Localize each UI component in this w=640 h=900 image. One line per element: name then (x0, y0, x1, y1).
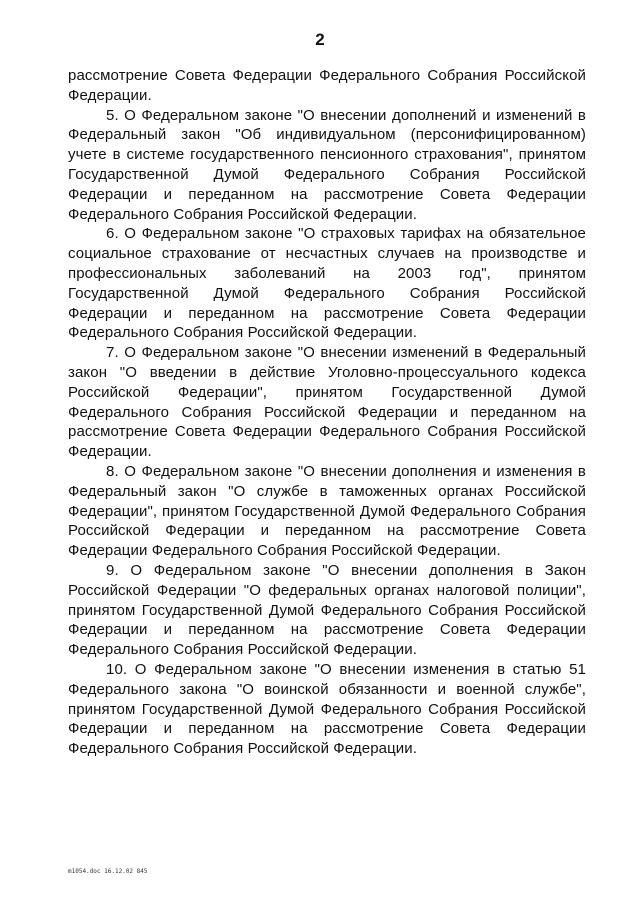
paragraph-item-7: 7. О Федеральном законе "О внесении изменений в Федеральный закон "О введении в действие Уголовно-процессуального кодекса Российской Федерации", принятом Государственной Думой Федерального Собрания Российской Федерации и переданном на рассмотрение Совета Федерации Федерального Собрания Российской Федерации. (68, 344, 586, 461)
paragraph-item-8: 8. О Федеральном законе "О внесении дополнения и изменения в Федеральный закон "О службе в таможенных органах Российской Федерации", принятом Государственной Думой Федерального Собрания Российской Федерации и переданном на рассмотрение Совета Федерации Федерального Собрания Российской Федерации. (68, 462, 586, 560)
file-reference-footer: m1054.doc 16.12.02 845 (68, 868, 148, 875)
paragraph-item-9: 9. О Федеральном законе "О внесении дополнения в Закон Российской Федерации "О федеральных органах налоговой полиции", принятом Государственной Думой Федерального Собрания Российской Федерации и переданном на рассмотрение Совета Федерации Федерального Собрания Российской Федерации. (68, 561, 586, 659)
paragraph-item-10: 10. О Федеральном законе "О внесении изменения в статью 51 Федерального закона "О воинской обязанности и военной службе", принятом Государственной Думой Федерального Собрания Российской Федерации и переданном на рассмотрение Совета Федерации Федерального Собрания Российской Федерации. (68, 660, 586, 758)
page-number: 2 (315, 30, 325, 49)
paragraph-item-5: 5. О Федеральном законе "О внесении дополнений и изменений в Федеральный закон "Об индивидуальном (персонифицированном) учете в системе государственного пенсионного страхования", принятом Государственной Думой Федерального Собрания Российской Федерации и переданном на рассмотрение Совета Федерации Федерального Собрания Российской Федерации. (68, 106, 586, 223)
paragraph-item-6: 6. О Федеральном законе "О страховых тарифах на обязательное социальное страхование от несчастных случаев на производстве и профессиональных заболеваний на 2003 год", принятом Государственной Думой Федерального Собрания Российской Федерации и переданном на рассмотрение Совета Федерации Федерального Собрания Российской Федерации. (68, 225, 586, 342)
document-body (68, 66, 586, 759)
paragraph-continuation: рассмотрение Совета Федерации Федерального Собрания Российской Федерации. (68, 67, 586, 104)
